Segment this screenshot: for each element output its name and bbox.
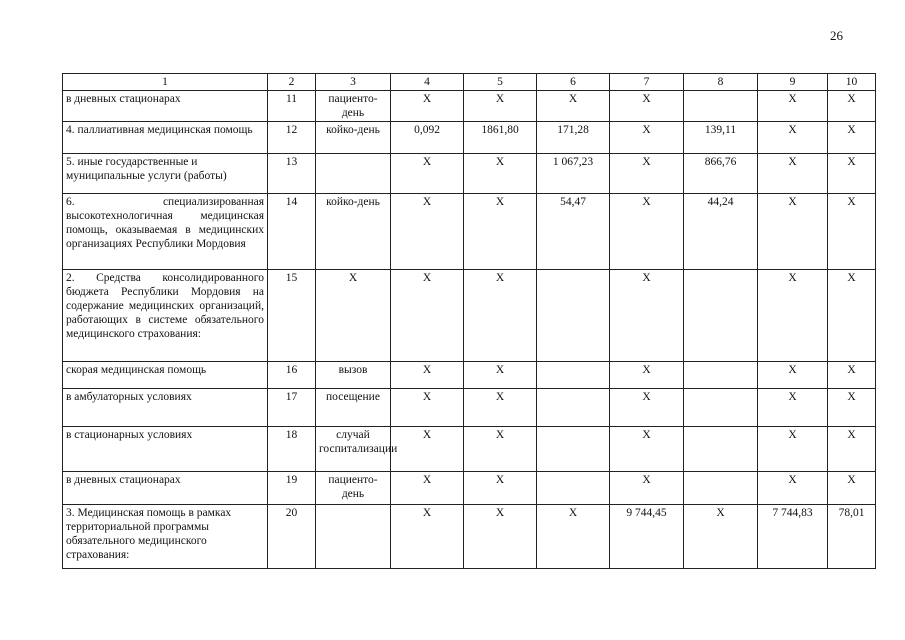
value-cell: Х — [610, 154, 684, 194]
value-cell: Х — [610, 389, 684, 427]
value-cell: Х — [464, 194, 537, 270]
page-number: 26 — [830, 28, 843, 43]
header-cell: 8 — [684, 74, 758, 91]
row-label: 5. иные государственные и муниципальные услуги (работы) — [63, 154, 268, 194]
value-cell — [684, 91, 758, 122]
unit-cell: вызов — [316, 362, 391, 389]
value-cell: Х — [537, 505, 610, 569]
value-cell: Х — [464, 505, 537, 569]
value-cell: Х — [828, 270, 876, 362]
value-cell: 9 744,45 — [610, 505, 684, 569]
value-cell: Х — [758, 362, 828, 389]
value-cell: 44,24 — [684, 194, 758, 270]
value-cell: Х — [610, 270, 684, 362]
value-cell: Х — [684, 505, 758, 569]
value-cell: Х — [464, 91, 537, 122]
value-cell: Х — [758, 122, 828, 154]
value-cell: Х — [610, 472, 684, 505]
value-cell — [684, 270, 758, 362]
value-cell: Х — [464, 362, 537, 389]
value-cell — [684, 472, 758, 505]
value-cell: 1 067,23 — [537, 154, 610, 194]
value-cell: Х — [610, 122, 684, 154]
row-label: скорая медицинская помощь — [63, 362, 268, 389]
value-cell: Х — [610, 362, 684, 389]
value-cell: Х — [610, 427, 684, 472]
value-cell: Х — [758, 91, 828, 122]
unit-cell: пациенто-день — [316, 472, 391, 505]
value-cell: 54,47 — [537, 194, 610, 270]
row-number: 14 — [268, 194, 316, 270]
value-cell: Х — [828, 91, 876, 122]
table-row — [63, 389, 876, 427]
value-cell: Х — [391, 270, 464, 362]
value-cell: Х — [391, 362, 464, 389]
value-cell — [537, 389, 610, 427]
row-number: 13 — [268, 154, 316, 194]
row-label: в амбулаторных условиях — [63, 389, 268, 427]
value-cell: Х — [758, 194, 828, 270]
value-cell: 0,092 — [391, 122, 464, 154]
value-cell: Х — [391, 91, 464, 122]
value-cell: Х — [537, 91, 610, 122]
header-cell: 5 — [464, 74, 537, 91]
row-label: в дневных стационарах — [63, 91, 268, 122]
value-cell: 78,01 — [828, 505, 876, 569]
value-cell: 1861,80 — [464, 122, 537, 154]
row-label: 3. Медицинская помощь в рамках территориальной программы обязательного медицинского страхования: — [63, 505, 268, 569]
value-cell: Х — [758, 154, 828, 194]
row-number: 12 — [268, 122, 316, 154]
table-row — [63, 362, 876, 389]
table-row — [63, 427, 876, 472]
value-cell: Х — [391, 427, 464, 472]
data-table — [62, 73, 876, 569]
unit-cell: посещение — [316, 389, 391, 427]
value-cell: Х — [391, 505, 464, 569]
value-cell: Х — [464, 270, 537, 362]
value-cell: Х — [464, 154, 537, 194]
value-cell — [537, 472, 610, 505]
value-cell: Х — [828, 154, 876, 194]
header-cell: 7 — [610, 74, 684, 91]
value-cell: Х — [464, 427, 537, 472]
value-cell: Х — [391, 472, 464, 505]
value-cell: Х — [464, 389, 537, 427]
header-row — [63, 74, 876, 91]
unit-cell: Х — [316, 270, 391, 362]
value-cell: Х — [758, 389, 828, 427]
value-cell: 7 744,83 — [758, 505, 828, 569]
header-cell: 1 — [63, 74, 268, 91]
unit-cell: случай госпитализации — [316, 427, 391, 472]
value-cell: Х — [828, 362, 876, 389]
value-cell — [537, 427, 610, 472]
row-number: 19 — [268, 472, 316, 505]
value-cell: Х — [610, 91, 684, 122]
value-cell: 866,76 — [684, 154, 758, 194]
row-number: 11 — [268, 91, 316, 122]
unit-cell: пациенто-день — [316, 91, 391, 122]
value-cell: Х — [828, 389, 876, 427]
value-cell: Х — [828, 122, 876, 154]
value-cell — [684, 389, 758, 427]
header-cell: 2 — [268, 74, 316, 91]
value-cell: Х — [758, 427, 828, 472]
row-number: 16 — [268, 362, 316, 389]
row-number: 20 — [268, 505, 316, 569]
row-label: 4. паллиативная медицинская помощь — [63, 122, 268, 154]
table-row — [63, 154, 876, 194]
header-cell: 3 — [316, 74, 391, 91]
value-cell — [684, 427, 758, 472]
row-label: 2. Средства консолидированного бюджета Республики Мордовия на содержание медицинских организаций, работающих в системе обязательного медицинского страхования: — [63, 270, 268, 362]
unit-cell: койко-день — [316, 194, 391, 270]
table-row — [63, 122, 876, 154]
header-cell: 9 — [758, 74, 828, 91]
value-cell: Х — [828, 427, 876, 472]
value-cell: Х — [828, 472, 876, 505]
table-row — [63, 505, 876, 569]
value-cell: Х — [610, 194, 684, 270]
header-cell: 10 — [828, 74, 876, 91]
value-cell: Х — [758, 472, 828, 505]
table-row — [63, 194, 876, 270]
value-cell: Х — [828, 194, 876, 270]
value-cell: 171,28 — [537, 122, 610, 154]
unit-cell — [316, 505, 391, 569]
row-label: в дневных стационарах — [63, 472, 268, 505]
value-cell: Х — [391, 389, 464, 427]
value-cell — [537, 270, 610, 362]
unit-cell: койко-день — [316, 122, 391, 154]
value-cell — [537, 362, 610, 389]
table-row — [63, 472, 876, 505]
row-number: 15 — [268, 270, 316, 362]
table-row — [63, 91, 876, 122]
value-cell: Х — [391, 194, 464, 270]
value-cell: Х — [464, 472, 537, 505]
row-label: в стационарных условиях — [63, 427, 268, 472]
value-cell: Х — [758, 270, 828, 362]
row-label: 6. специализированная высокотехнологичная медицинская помощь, оказываемая в медицинских организациях Республики Мордовия — [63, 194, 268, 270]
value-cell: 139,11 — [684, 122, 758, 154]
row-number: 17 — [268, 389, 316, 427]
header-cell: 6 — [537, 74, 610, 91]
row-number: 18 — [268, 427, 316, 472]
value-cell: Х — [391, 154, 464, 194]
header-cell: 4 — [391, 74, 464, 91]
unit-cell — [316, 154, 391, 194]
table-row — [63, 270, 876, 362]
value-cell — [684, 362, 758, 389]
